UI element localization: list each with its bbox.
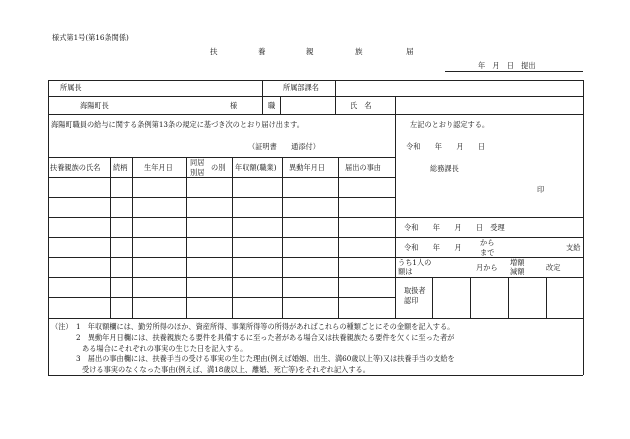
pay-from: から	[480, 238, 495, 247]
rule	[262, 80, 263, 114]
rule	[48, 297, 395, 298]
rule	[335, 96, 336, 114]
header-change-date: 異動年月日	[289, 163, 325, 172]
rule	[395, 114, 396, 318]
rule	[232, 157, 233, 318]
header-distinction: の別	[211, 163, 226, 172]
approval-date: 令和 年 月 日	[406, 142, 486, 151]
rule	[110, 157, 111, 318]
title-char: 親	[306, 47, 314, 56]
header-reason: 届出の事由	[345, 163, 381, 172]
dept-head-name: 海陽町長	[80, 101, 109, 110]
handler-label: 取扱者	[404, 286, 426, 295]
header-cohabit: 同居	[190, 158, 205, 167]
certificate-note: （証明書 通添付）	[248, 142, 320, 151]
rule	[48, 177, 395, 178]
pay-label: 支給	[566, 243, 581, 252]
per-person-line1: うち1人の	[398, 258, 432, 267]
rule	[470, 277, 471, 318]
rule	[48, 318, 49, 375]
rule	[132, 157, 133, 318]
rule	[48, 277, 395, 278]
rule	[186, 157, 187, 318]
note-3b: 受ける事実のなくなった事由(例えば、満18歳以上、離婚、死亡等)をそれぞれ記入する。	[82, 365, 370, 374]
rule	[48, 257, 395, 258]
title-char: 届	[406, 47, 414, 56]
rule	[48, 114, 583, 115]
per-person-line2: 額は	[398, 267, 413, 276]
pay-period-date: 令和 年 月	[404, 243, 462, 252]
title-char: 扶	[210, 47, 218, 56]
rule	[508, 277, 509, 318]
pay-to: まで	[480, 248, 495, 257]
rule	[432, 277, 433, 318]
rule	[48, 96, 583, 97]
header-separate: 別居	[190, 168, 205, 177]
rule	[583, 80, 584, 340]
increase-label: 増額	[510, 258, 525, 267]
note-2a: 2 異動年月日欄には、扶養親族たる要件を具備するに至った者がある場合又は扶養親族たる要件を欠くに至った者が	[76, 333, 455, 342]
rule	[48, 197, 395, 198]
rule	[280, 96, 281, 114]
header-relationship: 続柄	[113, 163, 128, 172]
rule	[48, 237, 395, 238]
revision-label: 改定	[546, 263, 561, 272]
rule	[395, 277, 583, 278]
sama-label: 様	[230, 101, 238, 110]
notice-text: 海陽町職員の給与に関する条例第13条の規定に基づき次のとおり届け出ます。	[51, 120, 304, 129]
seal-label: 印	[537, 185, 545, 194]
submit-date: 年 月 日 提出	[478, 61, 536, 70]
rule	[395, 96, 396, 114]
rule	[282, 157, 283, 318]
note-3a: 3 届出の事由欄には、扶養手当の受ける事実の生じた理由(例えば婚姻、出生、満60歳以上等)又は扶養手当の支給を	[76, 354, 455, 363]
header-annual-income: 年収額(職業)	[235, 163, 277, 172]
submit-date-underline	[445, 71, 583, 72]
note-1: 1 年収額欄には、勤労所得のほか、資産所得、事業所得等の所得があればこれらの種類ごとにその金額を記入する。	[76, 322, 455, 331]
rule	[48, 318, 583, 319]
note-2b: ある場合にそれぞれの事実の生じた日を記入する。	[82, 344, 248, 353]
handler-seal-label: 認印	[404, 296, 419, 305]
rule	[48, 217, 395, 218]
rule	[335, 80, 336, 96]
month-from: 月から	[476, 263, 498, 272]
approval-text: 左記のとおり認定する。	[410, 120, 490, 129]
header-dependent-name: 扶養親族の氏名	[50, 163, 101, 172]
dept-title-label: 所属部課名	[283, 83, 319, 92]
rule	[48, 80, 583, 81]
received-date: 令和 年 月 日 受理	[404, 223, 505, 232]
rule	[48, 157, 395, 158]
rule	[48, 375, 583, 376]
rule	[395, 217, 583, 218]
title-char: 養	[258, 47, 266, 56]
title-char: 族	[355, 47, 363, 56]
notes-prefix: （注）	[51, 322, 73, 331]
dept-head-label: 所属長	[60, 83, 82, 92]
form-number: 様式第1号(第16条関係)	[52, 33, 129, 42]
position-label: 職	[268, 101, 276, 110]
rule	[338, 157, 339, 318]
rule	[583, 318, 584, 375]
rule	[48, 80, 49, 340]
name-label: 氏 名	[350, 101, 372, 110]
decrease-label: 減額	[510, 267, 525, 276]
header-birthdate: 生年月日	[144, 163, 173, 172]
rule	[546, 277, 547, 318]
general-manager-label: 総務課長	[430, 164, 459, 173]
